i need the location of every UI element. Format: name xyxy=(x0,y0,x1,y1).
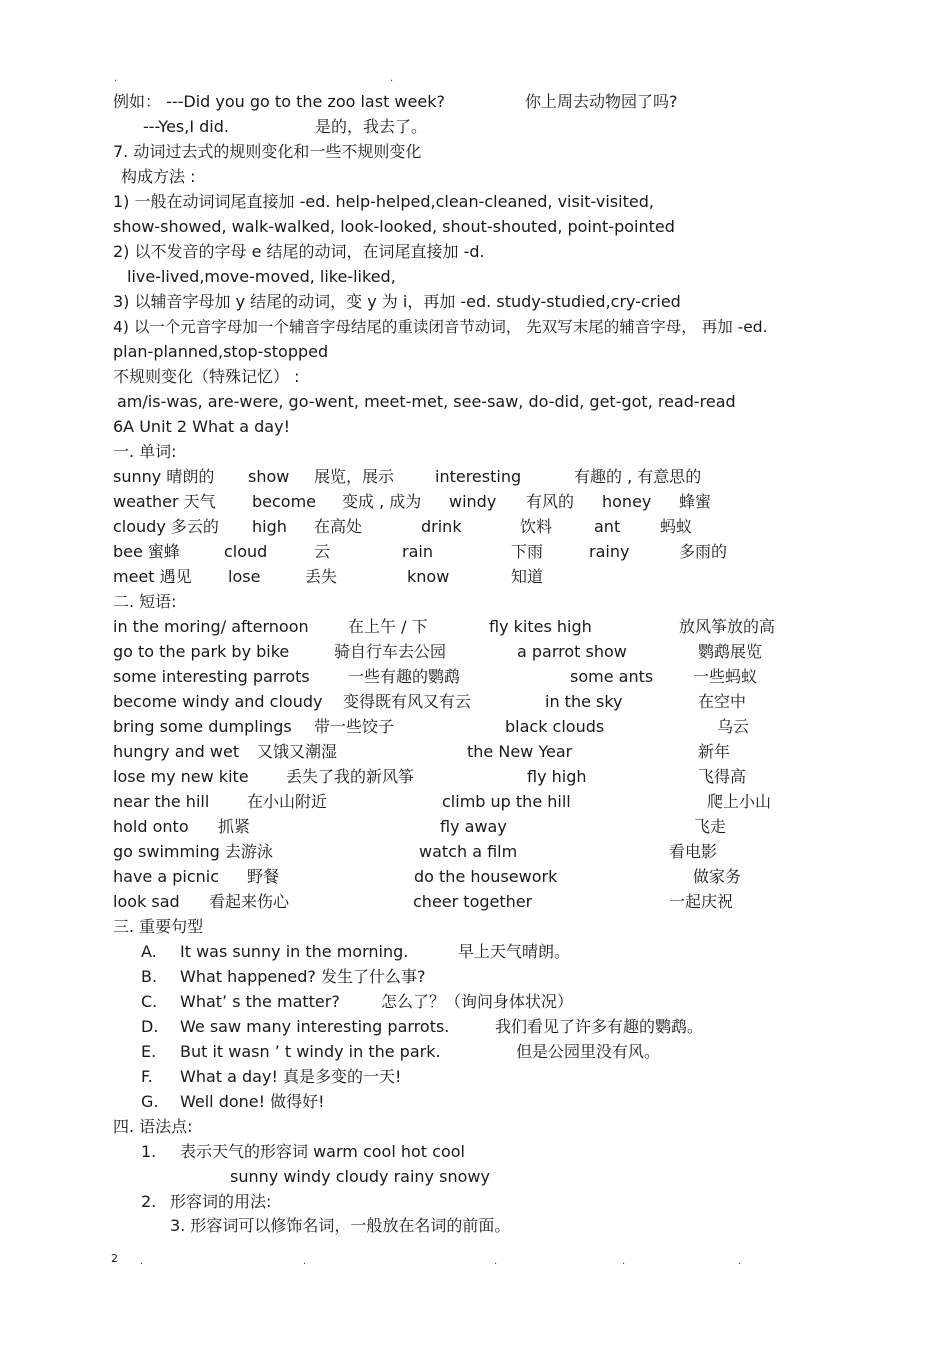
phrase-en: watch a film xyxy=(419,842,518,861)
grammar-text: 表示天气的形容词 warm cool hot cool xyxy=(180,1142,465,1161)
vocab-cell: high xyxy=(252,517,287,536)
phrase-en: have a picnic xyxy=(113,867,220,886)
phrase-cn: 骑自行车去公园 xyxy=(334,642,447,661)
sentence-en: Well done! 做得好! xyxy=(180,1092,325,1111)
unit-title: 6A Unit 2 What a day! xyxy=(113,417,290,436)
example-question-translation: 你上周去动物园了吗? xyxy=(525,92,678,111)
grammar-heading: 四. 语法点: xyxy=(113,1117,193,1136)
sentence-letter: B. xyxy=(141,967,158,986)
phrase-cn: 野餐 xyxy=(247,867,280,886)
phrase-cn: 飞得高 xyxy=(698,767,747,786)
phrase-cn: 鹦鹉展览 xyxy=(698,642,763,661)
vocab-cell: interesting xyxy=(435,467,522,486)
vocab-cell: weather 天气 xyxy=(113,492,216,511)
vocab-cell: 蜂蜜 xyxy=(679,492,712,511)
phrase-cn: 一些蚂蚁 xyxy=(693,667,758,686)
page-number: 2 xyxy=(111,1252,118,1265)
sentence-en: What a day! 真是多变的一天! xyxy=(180,1067,402,1086)
vocab-heading: 一. 单词: xyxy=(113,442,177,461)
phrase-cn: 新年 xyxy=(698,742,731,761)
phrase-en: fly kites high xyxy=(489,617,592,636)
phrase-cn: 做家务 xyxy=(693,867,742,886)
past-tense-title: 7. 动词过去式的规则变化和一些不规则变化 xyxy=(113,142,422,161)
vocab-cell: 云 xyxy=(314,542,331,561)
vocab-cell: 蚂蚁 xyxy=(660,517,693,536)
phrase-cn: 放风筝放的高 xyxy=(679,617,776,636)
vocab-cell: sunny 晴朗的 xyxy=(113,467,215,486)
vocab-cell: honey xyxy=(602,492,652,511)
vocab-cell: 饮料 xyxy=(520,517,553,536)
vocab-cell: 知道 xyxy=(511,567,544,586)
phrase-en: go to the park by bike xyxy=(113,642,290,661)
footer-dot: . xyxy=(622,1256,626,1267)
sentence-letter: E. xyxy=(141,1042,157,1061)
phrase-cn: 乌云 xyxy=(717,717,750,736)
phrase-cn: 看起来伤心 xyxy=(209,892,290,911)
rule-2: 2) 以不发音的字母 e 结尾的动词，在词尾直接加 -d. xyxy=(113,242,485,261)
sentence-en: What’ s the matter? xyxy=(180,992,340,1011)
vocab-cell: rain xyxy=(402,542,433,561)
phrase-cn: 在小山附近 xyxy=(247,792,328,811)
sentence-en: But it wasn ’ t windy in the park. xyxy=(180,1042,441,1061)
vocab-cell: 变成 , 成为 xyxy=(342,492,422,511)
phrase-en: fly away xyxy=(440,817,507,836)
vocab-cell: lose xyxy=(228,567,261,586)
sentences-heading: 三. 重要句型 xyxy=(113,917,204,936)
vocab-cell: 在高处 xyxy=(314,517,363,536)
vocab-cell: meet 遇见 xyxy=(113,567,192,586)
phrase-en: bring some dumplings xyxy=(113,717,292,736)
sentence-letter: F. xyxy=(141,1067,153,1086)
vocab-cell: 下雨 xyxy=(511,542,544,561)
header-dot: . xyxy=(390,73,394,84)
phrase-en: black clouds xyxy=(505,717,605,736)
phrase-cn: 丢失了我的新风筝 xyxy=(286,767,415,786)
phrase-cn: 在上午 / 下 xyxy=(348,617,428,636)
vocab-cell: drink xyxy=(421,517,462,536)
phrase-cn: 抓紧 xyxy=(218,817,251,836)
rule-4: 4) 以一个元音字母加一个辅音字母结尾的重读闭音节动词， 先双写末尾的辅音字母， 再加 -ed. xyxy=(113,318,768,336)
rule-4-examples: plan-planned,stop-stopped xyxy=(113,342,329,361)
sentence-letter: C. xyxy=(141,992,158,1011)
sentence-letter: A. xyxy=(141,942,157,961)
grammar-number: 2. xyxy=(141,1192,157,1211)
footer-dot: . xyxy=(738,1256,742,1267)
vocab-cell: 有风的 xyxy=(526,492,575,511)
vocab-cell: rainy xyxy=(589,542,630,561)
phrase-en: lose my new kite xyxy=(113,767,249,786)
sentence-letter: D. xyxy=(141,1017,159,1036)
phrase-cn: 一起庆祝 xyxy=(669,892,734,911)
example-question: 例如： ---Did you go to the zoo last week? xyxy=(113,92,445,111)
vocab-cell: cloudy 多云的 xyxy=(113,517,219,536)
footer-dot: . xyxy=(494,1256,498,1267)
vocab-cell: cloud xyxy=(224,542,268,561)
rule-2-examples: live-lived,move-moved, like-liked, xyxy=(127,267,396,286)
phrase-cn: 爬上小山 xyxy=(707,792,772,811)
sentence-cn: 怎么了？（询问身体状况） xyxy=(381,992,574,1011)
grammar-text: 形容词的用法: xyxy=(170,1192,272,1211)
phrase-en: near the hill xyxy=(113,792,210,811)
phrase-en: become windy and cloudy xyxy=(113,692,323,711)
grammar-number: 1. xyxy=(141,1142,157,1161)
phrase-en: some ants xyxy=(570,667,654,686)
sentence-en: What happened? 发生了什么事? xyxy=(180,967,426,986)
vocab-cell: 展览，展示 xyxy=(314,467,395,486)
vocab-cell: become xyxy=(252,492,317,511)
example-answer-translation: 是的，我去了。 xyxy=(315,117,428,136)
phrase-cn: 一些有趣的鹦鹉 xyxy=(348,667,461,686)
sentence-en: It was sunny in the morning. xyxy=(180,942,409,961)
vocab-cell: know xyxy=(407,567,450,586)
irregular-title: 不规则变化（特殊记忆） : xyxy=(113,367,300,386)
sentence-en: We saw many interesting parrots. xyxy=(180,1017,450,1036)
rule-3: 3) 以辅音字母加 y 结尾的动词，变 y 为 i，再加 -ed. study-studied,cry-cried xyxy=(113,292,681,311)
grammar-point-3: 3. 形容词可以修饰名词，一般放在名词的前面。 xyxy=(170,1216,511,1235)
phrase-en: in the sky xyxy=(545,692,623,711)
vocab-cell: windy xyxy=(449,492,497,511)
phrases-heading: 二. 短语: xyxy=(113,592,177,611)
phrase-cn: 带一些饺子 xyxy=(314,717,395,736)
rule-1-examples: show-showed, walk-walked, look-looked, shout-shouted, point-pointed xyxy=(113,217,675,236)
phrase-cn: 在空中 xyxy=(698,692,747,711)
past-tense-method: 构成方法 : xyxy=(121,167,196,186)
phrase-en: fly high xyxy=(527,767,587,786)
vocab-cell: ant xyxy=(594,517,621,536)
irregular-list: am/is-was, are-were, go-went, meet-met, see-saw, do-did, get-got, read-read xyxy=(117,392,736,411)
example-answer: ---Yes,I did. xyxy=(143,117,229,136)
phrase-en: go swimming 去游泳 xyxy=(113,842,273,861)
sentence-letter: G. xyxy=(141,1092,159,1111)
phrase-en: do the housework xyxy=(414,867,558,886)
rule-1: 1) 一般在动词词尾直接加 -ed. help-helped,clean-cleaned, visit-visited, xyxy=(113,192,654,211)
phrase-en: hold onto xyxy=(113,817,189,836)
phrase-en: the New Year xyxy=(467,742,573,761)
vocab-cell: bee 蜜蜂 xyxy=(113,542,180,561)
phrase-en: some interesting parrots xyxy=(113,667,310,686)
sentence-cn: 早上天气晴朗。 xyxy=(458,942,571,961)
phrase-en: climb up the hill xyxy=(442,792,571,811)
phrase-cn: 飞走 xyxy=(694,817,727,836)
vocab-cell: show xyxy=(248,467,290,486)
vocab-cell: 丢失 xyxy=(305,567,338,586)
grammar-point-1-adjectives: sunny windy cloudy rainy snowy xyxy=(230,1167,490,1186)
phrase-cn: 又饿又潮湿 xyxy=(257,742,338,761)
phrase-cn: 变得既有风又有云 xyxy=(343,692,472,711)
vocab-cell: 多雨的 xyxy=(679,542,728,561)
sentence-cn: 我们看见了许多有趣的鹦鹉。 xyxy=(495,1017,704,1036)
phrase-en: cheer together xyxy=(413,892,533,911)
phrase-en: hungry and wet xyxy=(113,742,240,761)
phrase-en: in the moring/ afternoon xyxy=(113,617,309,636)
phrase-en: a parrot show xyxy=(517,642,627,661)
phrase-cn: 看电影 xyxy=(669,842,718,861)
footer-dot: . xyxy=(303,1256,307,1267)
phrase-en: look sad xyxy=(113,892,180,911)
vocab-cell: 有趣的 , 有意思的 xyxy=(574,467,702,486)
header-dot: . xyxy=(114,73,118,84)
sentence-cn: 但是公园里没有风。 xyxy=(516,1042,661,1061)
footer-dot: . xyxy=(140,1256,144,1267)
